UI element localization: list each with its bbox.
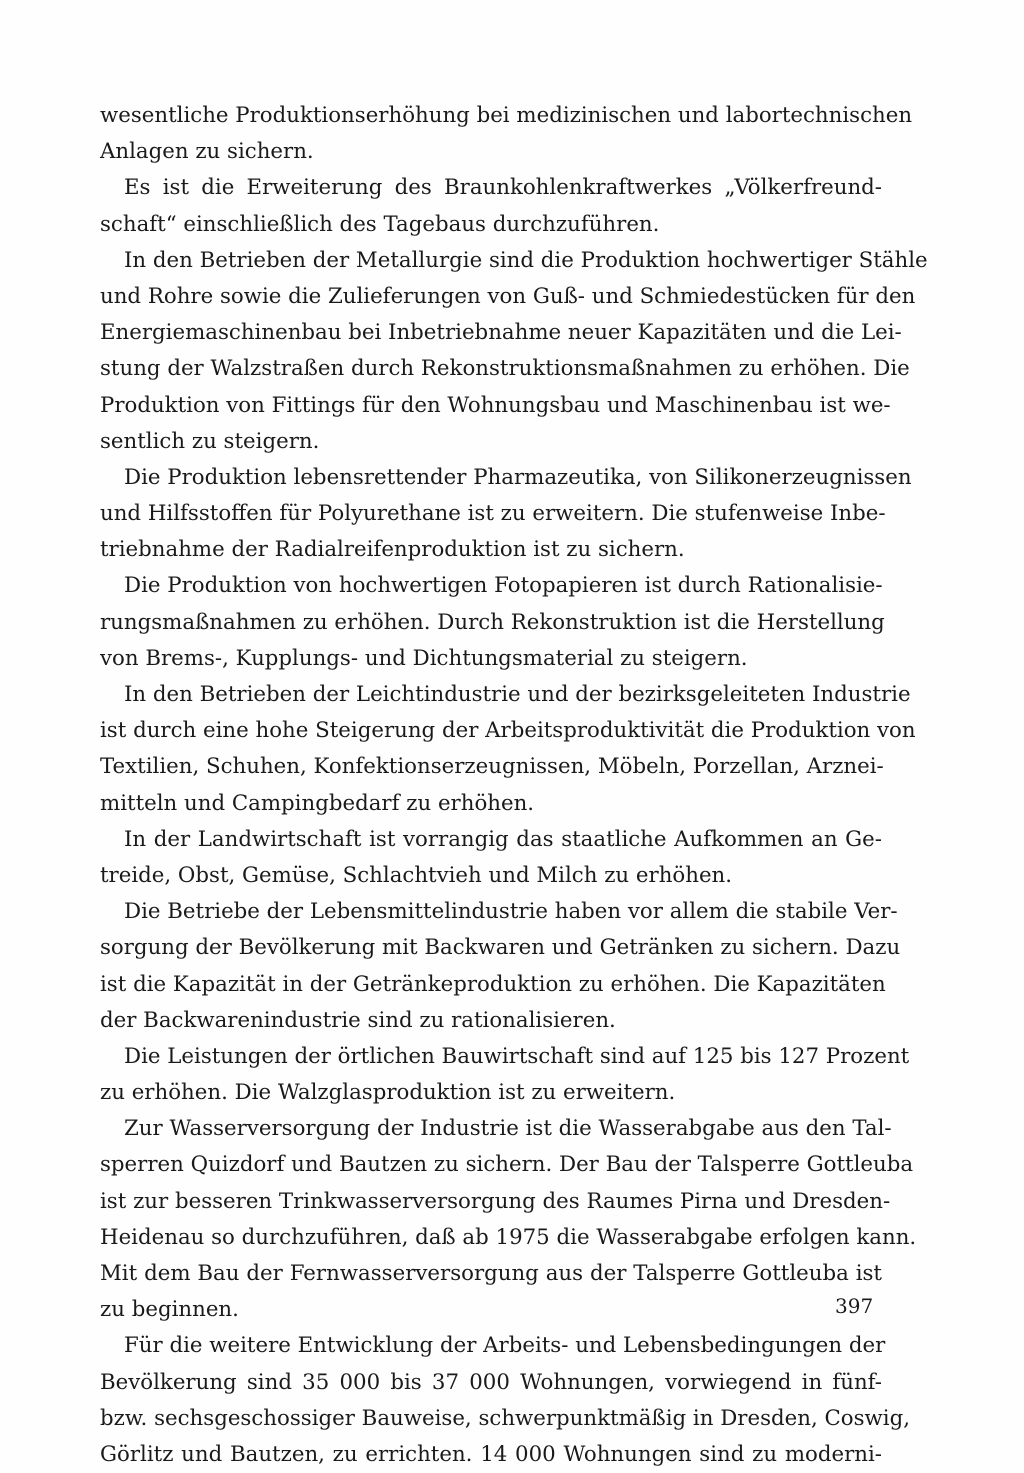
paragraph [100,894,901,1039]
text-line: Anlagen zu sichern. [100,139,314,165]
text-line: triebnahme der Radialreifenproduktion ist zu sichern. [100,537,685,563]
paragraph [100,822,882,894]
text-line: Zur Wasserversorgung der Industrie ist die Wasserabgabe aus den Tal- [124,1116,892,1142]
text-line: In den Betrieben der Leichtindustrie und der bezirksgeleiteten Industrie [124,682,911,707]
text-line: Produktion von Fittings für den Wohnungsbau und Maschinenbau ist we- [100,392,891,418]
text-line: Energiemaschinenbau bei Inbetriebnahme neuer Kapazitäten und die Lei- [100,320,902,346]
text-line: zu beginnen. [100,1297,239,1323]
text-line: von Brems-, Kupplungs- und Dichtungsmaterial zu steigern. [100,645,748,671]
text-line: der Backwarenindustrie sind zu rationalisieren. [100,1007,616,1033]
text-line: Die Produktion lebensrettender Pharmazeutika, von Silikonerzeugnissen [124,464,912,490]
paragraph [100,98,913,170]
text-line: zu erhöhen. Die Walzglasproduktion ist zu erweitern. [100,1080,676,1106]
text-line: mitteln und Campingbedarf zu erhöhen. [100,790,535,816]
body-text [100,98,928,1473]
text-line: sentlich zu steigern. [100,428,320,454]
paragraph [100,677,916,822]
text-line: Bevölkerung sind 35 000 bis 37 000 Wohnungen, vorwiegend in fünf- [100,1369,882,1395]
paragraph [100,568,885,677]
text-line: stung der Walzstraßen durch Rekonstruktionsmaßnahmen zu erhöhen. Die [100,356,910,382]
text-line: ist die Kapazität in der Getränkeproduktion zu erhöhen. Die Kapazitäten [100,971,886,997]
text-line: Textilien, Schuhen, Konfektionserzeugnissen, Möbeln, Porzellan, Arznei- [100,754,884,780]
text-line: In der Landwirtschaft ist vorrangig das staatliche Aufkommen an Ge- [124,826,882,852]
paragraph [100,1111,917,1328]
text-line: Für die weitere Entwicklung der Arbeits- und Lebensbedingungen der [124,1333,886,1359]
text-line: rungsmaßnahmen zu erhöhen. Durch Rekonstruktion ist die Herstellung [100,609,885,635]
paragraph [100,243,928,460]
text-line: Die Betriebe der Lebensmittelindustrie haben vor allem die stabile Ver- [124,899,898,925]
text-line: sperren Quizdorf und Bautzen zu sichern. Der Bau der Talsperre Gottleuba [100,1152,914,1178]
paragraph [100,1039,910,1111]
text-line: ist zur besseren Trinkwasserversorgung des Raumes Pirna und Dresden- [100,1188,891,1214]
text-line: ist durch eine hohe Steigerung der Arbeitsproduktivität die Produktion von [100,718,916,744]
text-line: sorgung der Bevölkerung mit Backwaren und Getränken zu sichern. Dazu [100,935,901,961]
text-line: bzw. sechsgeschossiger Bauweise, schwerpunktmäßig in Dresden, Coswig, [100,1405,910,1431]
text-line: wesentliche Produktionserhöhung bei medizinischen und labortechnischen [100,103,913,128]
paragraph [100,1328,910,1473]
text-line: Görlitz und Bautzen, zu errichten. 14 000 Wohnungen sind zu moderni- [100,1441,882,1467]
text-line: treide, Obst, Gemüse, Schlachtvieh und Milch zu erhöhen. [100,862,733,888]
text-line: und Hilfsstoffen für Polyurethane ist zu erweitern. Die stufenweise Inbe- [100,501,886,527]
text-line: Die Leistungen der örtlichen Bauwirtschaft sind auf 125 bis 127 Prozent [124,1043,910,1069]
page-number: 397 [835,1294,874,1318]
text-line: Heidenau so durchzuführen, daß ab 1975 die Wasserabgabe erfolgen kann. [100,1224,917,1250]
text-line: Die Produktion von hochwertigen Fotopapieren ist durch Rationalisie- [124,573,883,599]
text-line: In den Betrieben der Metallurgie sind die Produktion hochwertiger Stähle [124,247,928,273]
paragraph [100,170,882,242]
text-line: Mit dem Bau der Fernwasserversorgung aus der Talsperre Gottleuba ist [100,1261,882,1286]
text-line: schaft“ einschließlich des Tagebaus durchzuführen. [100,211,660,237]
paragraph [100,460,912,569]
text-line: Es ist die Erweiterung des Braunkohlenkraftwerkes „Völkerfreund- [124,175,882,201]
text-line: und Rohre sowie die Zulieferungen von Guß- und Schmiedestücken für den [100,283,916,309]
